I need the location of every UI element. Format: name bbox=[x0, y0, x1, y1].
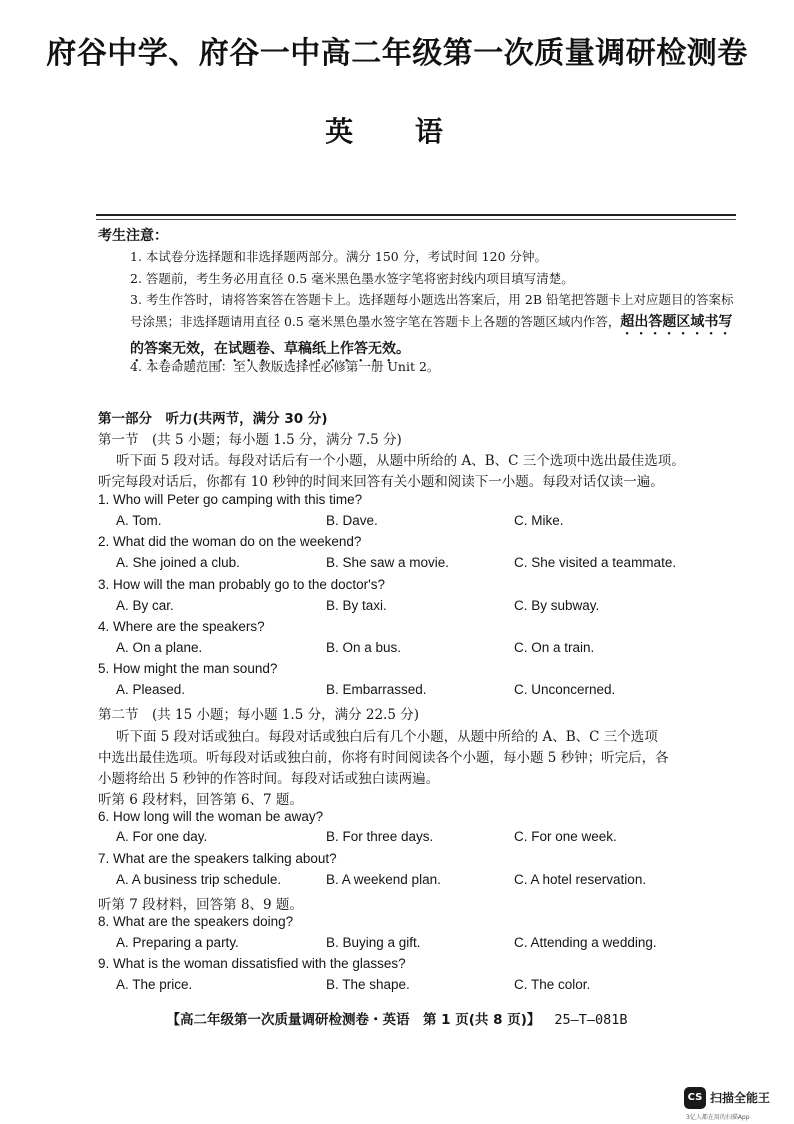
q7-option-b: B. A weekend plan. bbox=[326, 872, 441, 887]
q3-option-a: A. By car. bbox=[116, 598, 174, 613]
section1-instructions-1: 听下面 5 段对话。每段对话后有一个小题，从题中所给的 A、B、C 三个选项中选出最佳选项。 bbox=[116, 453, 685, 469]
notice-item-4: 4. 本卷命题范围：至人教版选择性必修第一册 Unit 2。 bbox=[130, 359, 440, 374]
q8-option-a: A. Preparing a party. bbox=[116, 935, 239, 950]
q9-option-c: C. The color. bbox=[514, 977, 591, 992]
notice-item-1: 1. 本试卷分选择题和非选择题两部分。满分 150 分，考试时间 120 分钟。 bbox=[130, 249, 548, 264]
footer-code: 25—T—081B bbox=[554, 1012, 628, 1028]
q2-option-c: C. She visited a teammate. bbox=[514, 555, 677, 570]
q2-option-b: B. She saw a movie. bbox=[326, 555, 450, 570]
q1-option-c: C. Mike. bbox=[514, 513, 564, 528]
q3-option-b: B. By taxi. bbox=[326, 598, 387, 613]
q7-option-c: C. A hotel reservation. bbox=[514, 872, 647, 887]
q9-option-a: A. The price. bbox=[116, 977, 193, 992]
q5-option-a: A. Pleased. bbox=[116, 682, 186, 697]
q6-option-a: A. For one day. bbox=[116, 829, 208, 844]
material-7-label: 听第 7 段材料，回答第 8、9 题。 bbox=[98, 897, 303, 913]
q8-option-b: B. Buying a gift. bbox=[326, 935, 421, 950]
question-3: 3. How will the man probably go to the doctor's? bbox=[98, 577, 385, 592]
page-footer bbox=[0, 1008, 794, 1028]
notice-item-2: 2. 答题前，考生务必用直径 0.5 毫米黑色墨水签字笔将密封线内项目填写清楚。 bbox=[130, 271, 574, 286]
exam-title: 府谷中学、府谷一中高二年级第一次质量调研检测卷 bbox=[46, 36, 748, 71]
question-9: 9. What is the woman dissatisfied with the glasses? bbox=[98, 956, 406, 971]
notice-item-3-emphasis: 超出答题区域书写的答案无效，在试题卷、草稿纸上作答无效。 bbox=[130, 314, 733, 357]
notice-title: 考生注意： bbox=[98, 228, 168, 244]
header-rule-thick bbox=[96, 214, 736, 216]
q1-option-b: B. Dave. bbox=[326, 513, 378, 528]
q7-option-a: A. A business trip schedule. bbox=[116, 872, 282, 887]
section1-instructions-2: 听完每段对话后，你都有 10 秒钟的时间来回答有关小题和阅读下一小题。每段对话仅读一遍。 bbox=[98, 474, 664, 490]
section2-instructions-1: 听下面 5 段对话或独白。每段对话或独白后有几个小题，从题中所给的 A、B、C 三个选项 bbox=[116, 729, 658, 745]
q5-option-c: C. Unconcerned. bbox=[514, 682, 616, 697]
header-rule-thin bbox=[96, 219, 736, 220]
q3-option-c: C. By subway. bbox=[514, 598, 600, 613]
scanner-tagline: 3亿人都在用的扫描App bbox=[686, 1114, 750, 1121]
q8-option-c: C. Attending a wedding. bbox=[514, 935, 657, 950]
q6-option-b: B. For three days. bbox=[326, 829, 434, 844]
question-6: 6. How long will the woman be away? bbox=[98, 809, 324, 824]
section2-instructions-3: 小题将给出 5 秒钟的作答时间。每段对话或独白读两遍。 bbox=[98, 771, 440, 787]
question-4: 4. Where are the speakers? bbox=[98, 619, 265, 634]
q4-option-c: C. On a train. bbox=[514, 640, 595, 655]
question-7: 7. What are the speakers talking about? bbox=[98, 851, 337, 866]
scanner-app-name: 扫描全能王 bbox=[710, 1091, 771, 1105]
footer-label: 【高二年级第一次质量调研检测卷・英语 第 1 页(共 8 页)】 bbox=[166, 1012, 541, 1028]
q2-option-a: A. She joined a club. bbox=[116, 555, 240, 570]
notice-item-3-text: 3. 考生作答时，请将答案答在答题卡上。选择题每小题选出答案后，用 2B 铅笔把答题卡上对应题目的答案标号涂黑；非选择题请用直径 0.5 毫米黑色墨水签字笔在答题卡上各题的答题区域内作答， bbox=[130, 292, 734, 329]
material-6-label: 听第 6 段材料，回答第 6、7 题。 bbox=[98, 792, 303, 808]
q6-option-c: C. For one week. bbox=[514, 829, 617, 844]
q1-option-a: A. Tom. bbox=[116, 513, 162, 528]
q4-option-a: A. On a plane. bbox=[116, 640, 203, 655]
subject-title: 英 语 bbox=[325, 115, 469, 148]
q4-option-b: B. On a bus. bbox=[326, 640, 402, 655]
camscanner-logo-icon: CS bbox=[684, 1087, 706, 1109]
part1-title: 第一部分 听力(共两节，满分 30 分) bbox=[98, 411, 328, 427]
question-1: 1. Who will Peter go camping with this time? bbox=[98, 492, 363, 507]
q5-option-b: B. Embarrassed. bbox=[326, 682, 427, 697]
question-5: 5. How might the man sound? bbox=[98, 661, 278, 676]
section1-title: 第一节 (共 5 小题；每小题 1.5 分，满分 7.5 分) bbox=[98, 432, 402, 448]
notice-item-3 bbox=[130, 289, 736, 365]
question-8: 8. What are the speakers doing? bbox=[98, 914, 294, 929]
question-2: 2. What did the woman do on the weekend? bbox=[98, 534, 362, 549]
section2-title: 第二节 (共 15 小题；每小题 1.5 分，满分 22.5 分) bbox=[98, 707, 419, 723]
scanner-watermark bbox=[684, 1087, 790, 1119]
section2-instructions-2: 中选出最佳选项。听每段对话或独白前，你将有时间阅读各个小题，每小题 5 秒钟；听完后，各 bbox=[98, 750, 669, 766]
q9-option-b: B. The shape. bbox=[326, 977, 410, 992]
